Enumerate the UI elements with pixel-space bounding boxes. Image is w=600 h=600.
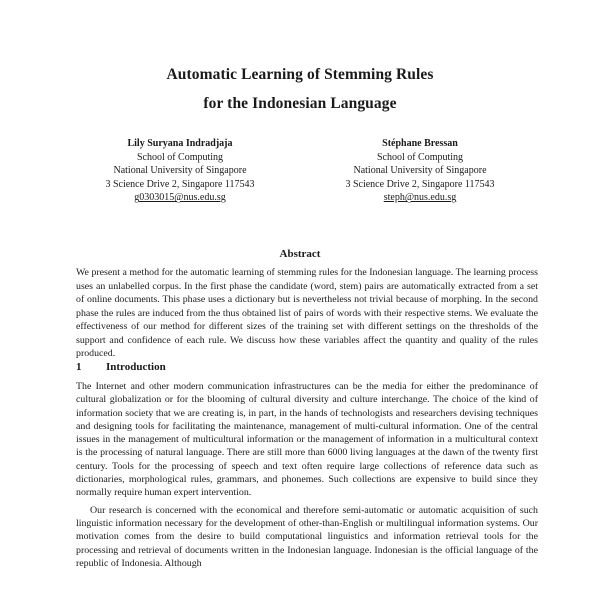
title-line-1: Automatic Learning of Stemming Rules (166, 66, 434, 83)
author-institution: National University of Singapore (353, 165, 487, 177)
section-title: Introduction (106, 361, 166, 373)
section-number: 1 (76, 361, 82, 373)
abstract-heading: Abstract (279, 248, 321, 260)
author-affiliation: School of Computing (376, 151, 464, 163)
author-email-link[interactable]: g0303015@nus.edu.sg (134, 192, 226, 204)
author-address: 3 Science Drive 2, Singapore 117543 (105, 178, 255, 190)
intro-paragraph-2: Our research is concerned with the economical and therefore semi-automatic or automatic acquisition of such linguistic information necessary for the development of other-than-English or multilingual information systems. Our motivation comes from the desire to build computational linguistics and information retrieval tools for the processing and retrieval of documents written in the Indonesian language. Indonesian is the official language of the republic of Indonesia. Although (76, 504, 538, 569)
author-block-1 (60, 137, 300, 205)
author-email-link[interactable]: steph@nus.edu.sg (383, 192, 457, 204)
abstract-text: We present a method for the automatic learning of stemming rules for the Indonesian language. The learning process uses an unlabelled corpus. In the first phase the candidate (word, stem) pairs are automatically extracted from a set of online documents. This phase uses a dictionary but is nevertheless not trivial because of morphing. In the second phase the rules are induced from the thus obtained list of pairs of words with their respective stems. We evaluate the effectiveness of our method for different sizes of the training set with different settings on the thresholds of the support and confidence of each rule. We discuss how these variables affect the quantity and quality of the rules produced. (76, 267, 538, 359)
title-line-2: for the Indonesian Language (203, 95, 397, 112)
author-institution: National University of Singapore (113, 165, 247, 177)
section-heading (76, 361, 538, 373)
author-name: Stéphane Bressan (382, 138, 458, 149)
introduction-body (76, 380, 538, 570)
intro-paragraph-1: The Internet and other modern communication infrastructures can be the media for either the predominance of cultural globalization or for the blooming of cultural diversity and culture interchange. The choice of the kind of information society that we are creating is, in part, in the hands of technologists and researchers devising techniques and designing tools for facilitating the maintenance, management of multi-cultural information. One of the central issues in the management of multicultural information or the management of information in a multicultural context is the processing of natural language. There are still more than 6000 living languages at the dawn of the twenty first century. Tools for the processing of speech and text often require large collections of reference data such as dictionaries, morphological rules, grammars, and phonemes. Such collections are expensive to build since they normally require human expert intervention. (76, 381, 538, 499)
author-affiliation: School of Computing (136, 151, 224, 163)
author-name: Lily Suryana Indradjaja (127, 138, 233, 149)
author-address: 3 Science Drive 2, Singapore 117543 (345, 178, 495, 190)
author-block-2 (300, 137, 540, 205)
